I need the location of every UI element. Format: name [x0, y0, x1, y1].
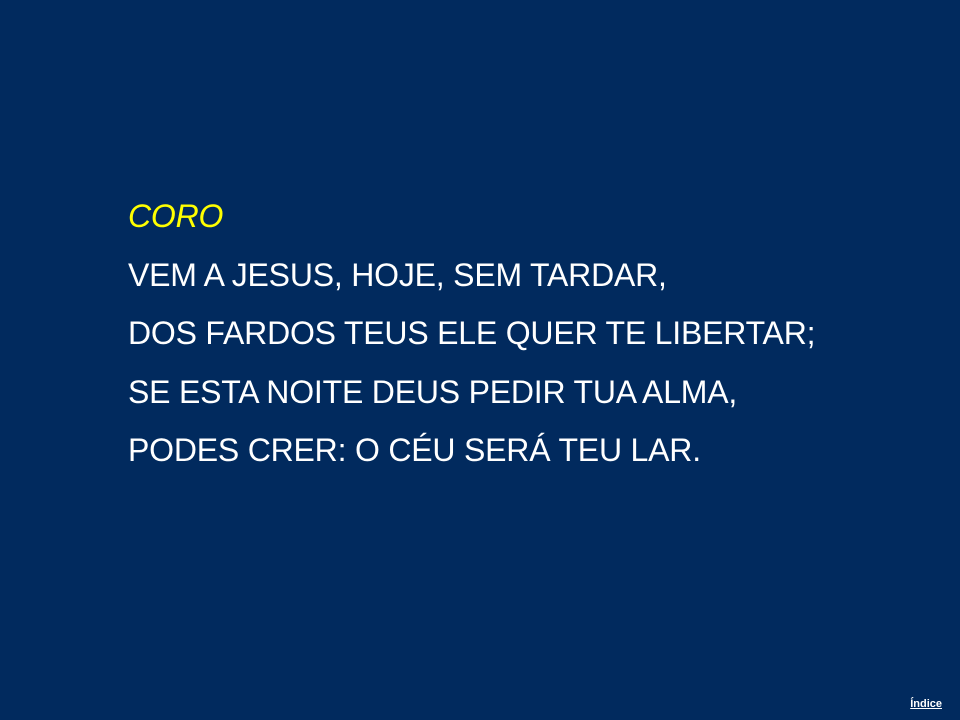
lyric-line-2: DOS FARDOS TEUS ELE QUER TE LIBERTAR;: [128, 315, 816, 351]
lyrics-block: [128, 198, 948, 491]
chorus-heading: CORO: [128, 198, 224, 234]
lyric-line-3: SE ESTA NOITE DEUS PEDIR TUA ALMA,: [128, 373, 738, 410]
lyric-line-1: VEM A JESUS, HOJE, SEM TARDAR,: [128, 256, 667, 293]
lyric-line-4: PODES CRER: O CÉU SERÁ TEU LAR.: [128, 432, 701, 468]
index-link[interactable]: Índice: [910, 698, 942, 710]
